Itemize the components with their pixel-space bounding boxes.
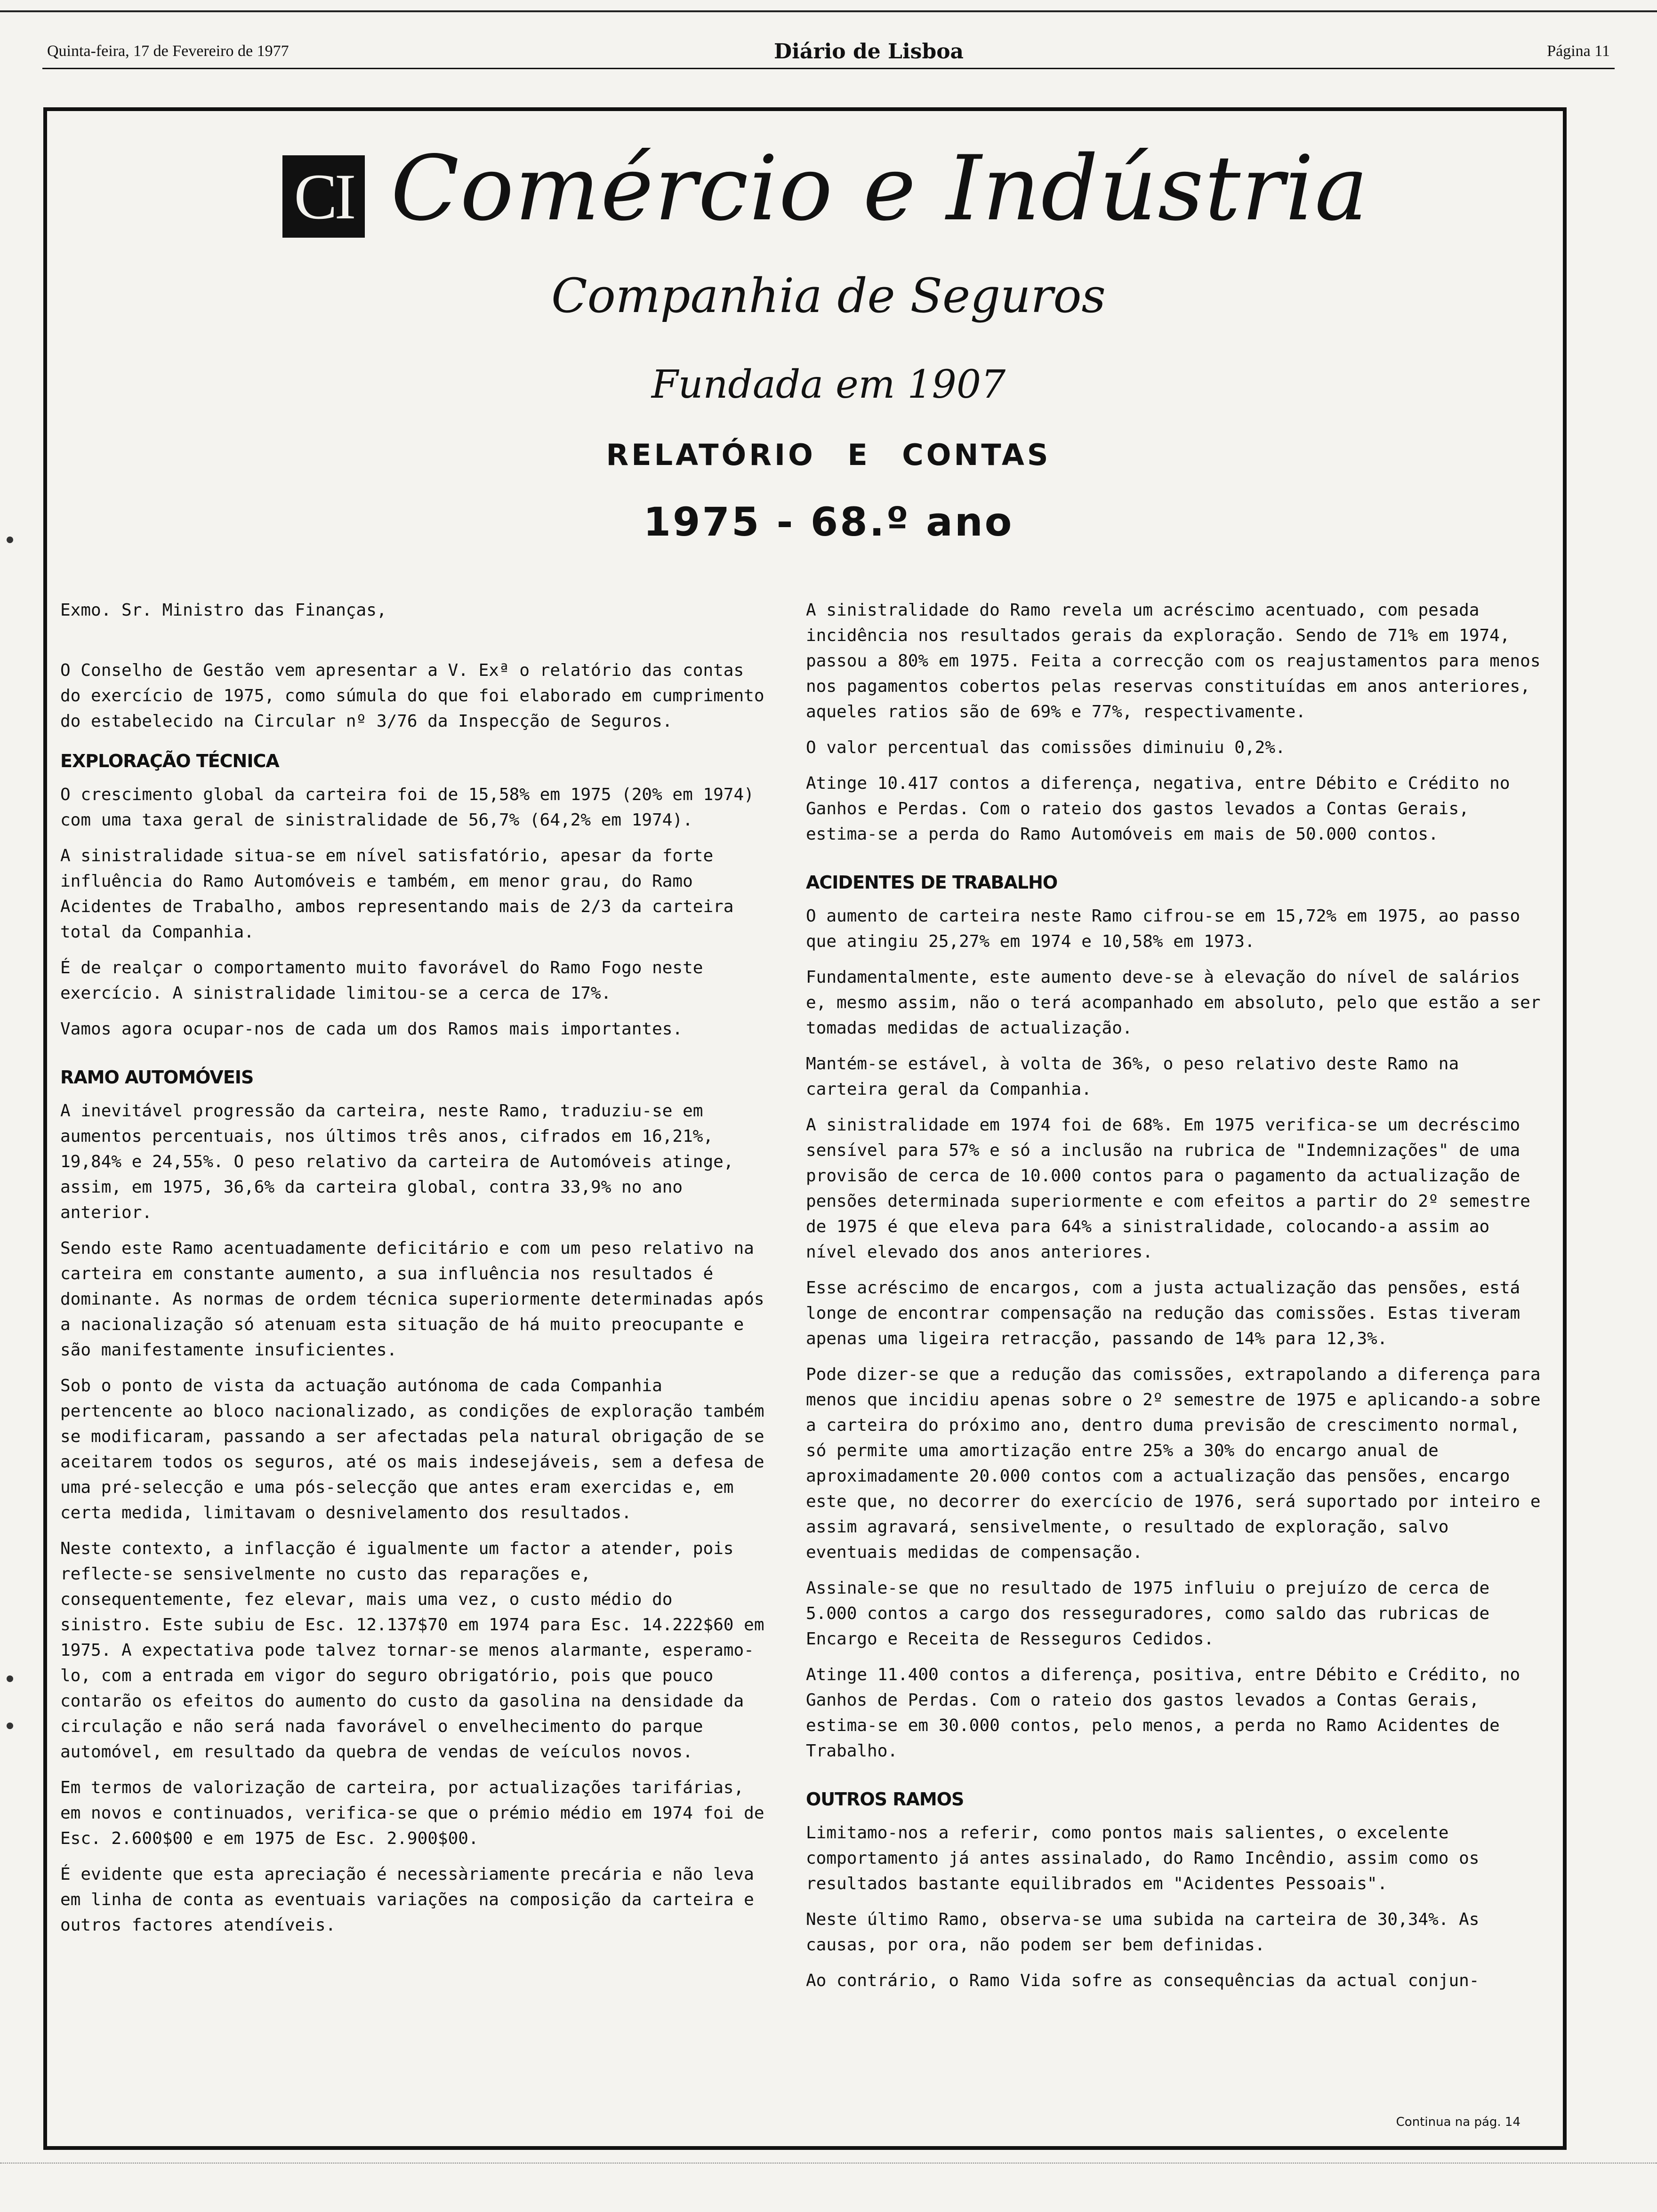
paragraph: O aumento de carteira neste Ramo cifrou-se em 15,72% em 1975, ao passo que atingiu 25,27% em 1974 e 10,58% em 1973. [806, 906, 1520, 951]
bottom-print-noise [0, 2163, 1657, 2178]
report-heading: RELATÓRIO E CONTAS [606, 438, 1051, 472]
newspaper-masthead [42, 39, 1615, 76]
paragraph: Fundamentalmente, este aumento deve-se à elevação do nível de salários e, mesmo assim, não o terá acompanhado em absoluto, pelo que estão a ser tomadas medidas de actualização. [806, 968, 1541, 1038]
paragraph: Sob o ponto de vista da actuação autónoma de cada Companhia pertencente ao bloco nacionalizado, as condições de exploração também se modificaram, passando a ser afectadas pela natural obrigação de se aceitarem todos os seguros, até os mais indesejáveis, sem a defesa de uma pré-selecção e uma pós-selecção que antes eram exercidas e, em certa medida, limitavam o desnivelamento dos resultados. [60, 1376, 764, 1523]
right-column [806, 598, 1545, 2004]
page-number: Página 11 [1547, 42, 1610, 60]
top-rule [0, 10, 1657, 12]
issue-date: Quinta-feira, 17 de Fevereiro de 1977 [47, 42, 289, 60]
section-heading-acidentes: ACIDENTES DE TRABALHO [806, 872, 1058, 893]
paragraph: O Conselho de Gestão vem apresentar a V. Exª o relatório das contas do exercício de 1975, como súmula do que foi elaborado em cumprimento do estabelecido na Circular nº 3/76 da Inspecção de Seguros. [60, 661, 764, 731]
masthead-rule [42, 68, 1615, 69]
paragraph: O crescimento global da carteira foi de 15,58% em 1975 (20% em 1974) com uma taxa geral de sinistralidade de 56,7% (64,2% em 1974). [60, 785, 754, 830]
paragraph: É evidente que esta apreciação é necessàriamente precária e não leva em linha de conta as eventuais variações na composição da carteira e outros factores atendíveis. [60, 1865, 754, 1935]
section-heading-outros: OUTROS RAMOS [806, 1789, 964, 1810]
salutation: Exmo. Sr. Ministro das Finanças, [60, 601, 387, 620]
paragraph: Mantém-se estável, à volta de 36%, o peso relativo deste Ramo na carteira geral da Companhia. [806, 1054, 1459, 1099]
margin-mark [7, 1675, 13, 1682]
paragraph: Limitamo-nos a referir, como pontos mais salientes, o excelente comportamento já antes assinalado, do Ramo Incêndio, assim como os resultados bastante equilibrados em "Acidentes Pessoais". [806, 1823, 1480, 1893]
company-logo: CI [282, 155, 365, 238]
company-name: Comércio e Indústria [391, 136, 1369, 240]
paragraph: A inevitável progressão da carteira, neste Ramo, traduziu-se em aumentos percentuais, nos últimos três anos, cifrados em 16,21%, 19,84% e 24,55%. O peso relativo da carteira de Automóveis atinge, assim, em 1975, 36,6% da carteira global, contra 33,9% no ano anterior. [60, 1101, 734, 1222]
paragraph: Em termos de valorização de carteira, por actualizações tarifárias, em novos e continuados, verifica-se que o prémio médio em 1974 foi de Esc. 2.600$00 e em 1975 de Esc. 2.900$00. [60, 1778, 764, 1848]
paragraph: Neste contexto, a inflacção é igualmente um factor a atender, pois reflecte-se sensivelmente no custo das reparações e, consequentemente, fez elevar, mais uma vez, o custo médio do sinistro. Este subiu de Esc. 12.137$70 em 1974 para Esc. 14.222$60 em 1975. A expectativa pode talvez tornar-se menos alarmante, esperamo-lo, com a entrada em vigor do seguro obrigatório, pois que pouco contarão os efeitos do aumento do custo da gasolina na densidade da circulação e não será nada favorável o envelhecimento do parque automóvel, em resultado da quebra de vendas de veículos novos. [60, 1539, 764, 1762]
margin-mark [7, 537, 13, 543]
paragraph: A sinistralidade situa-se em nível satisfatório, apesar da forte influência do Ramo Automóveis e também, em menor grau, do Ramo Acidentes de Trabalho, ambos representando mais de 2/3 da carteira total da Companhia. [60, 846, 734, 942]
paragraph: Neste último Ramo, observa-se uma subida na carteira de 30,34%. As causas, por ora, não podem ser bem definidas. [806, 1910, 1480, 1955]
paragraph: Atinge 11.400 contos a diferença, positiva, entre Débito e Crédito, no Ganhos de Perdas. Com o rateio dos gastos levados a Contas Gerais, estima-se em 30.000 contos, pelo menos, a perda no Ramo Acidentes de Trabalho. [806, 1665, 1520, 1761]
paragraph: Vamos agora ocupar-nos de cada um dos Ramos mais importantes. [60, 1019, 683, 1039]
paragraph: Esse acréscimo de encargos, com a justa actualização das pensões, está longe de encontrar compensação na redução das comissões. Estas tiveram apenas uma ligeira retracção, passando de 14% para 12,3%. [806, 1278, 1520, 1348]
section-heading-automoveis: RAMO AUTOMÓVEIS [60, 1067, 254, 1088]
margin-mark [7, 1723, 13, 1729]
continued-note: Continua na pág. 14 [1396, 2115, 1520, 2129]
paragraph: Pode dizer-se que a redução das comissões, extrapolando a diferença para menos que incidiu apenas sobre o 2º semestre de 1975 e aplicando-a sobre a carteira do próximo ano, dentro duma previsão de crescimento normal, só permite uma amortização entre 25% a 30% do encargo anual de aproximadamente 20.000 contos com a actualização das pensões, encargo este que, no decorrer do exercício de 1976, será suportado por inteiro e assim agravará, sensivelmente, o resultado de exploração, salvo eventuais medidas de compensação. [806, 1365, 1541, 1562]
paragraph: É de realçar o comportamento muito favorável do Ramo Fogo neste exercício. A sinistralidade limitou-se a cerca de 17%. [60, 958, 703, 1003]
paragraph: A sinistralidade em 1974 foi de 68%. Em 1975 verifica-se um decréscimo sensível para 57% e só a inclusão na rubrica de "Indemnizações" de uma provisão de cerca de 10.000 contos para o pagamento da actualização de pensões determinada superiormente e com efeitos a partir do 2º semestre de 1975 é que eleva para 64% a sinistralidade, colocando-a assim ao nível elevado dos anos anteriores. [806, 1115, 1530, 1262]
paragraph: Atinge 10.417 contos a diferença, negativa, entre Débito e Crédito no Ganhos e Perdas. Com o rateio dos gastos levados a Contas Gerais, estima-se a perda do Ramo Automóveis em mais de 50.000 contos. [806, 774, 1510, 844]
paragraph: Ao contrário, o Ramo Vida sofre as consequências da actual conjun- [806, 1971, 1480, 1990]
paragraph: A sinistralidade do Ramo revela um acréscimo acentuado, com pesada incidência nos resultados gerais da exploração. Sendo de 71% em 1974, passou a 80% em 1975. Feita a correcção com os reajustamentos para menos nos pagamentos cobertos pelas reservas constituídas em anos anteriores, aqueles ratios são de 69% e 77%, respectivamente. [806, 601, 1541, 721]
paragraph: Sendo este Ramo acentuadamente deficitário e com um peso relativo na carteira em constante aumento, a sua influência nos resultados é dominante. As normas de ordem técnica superiormente determinadas após a nacionalização só atenuam esta situação de há muito preocupante e são manifestamente insuficientes. [60, 1239, 764, 1360]
newspaper-name: Diário de Lisboa [767, 40, 970, 64]
report-year: 1975 - 68.º ano [643, 499, 1014, 545]
paragraph: O valor percentual das comissões diminuiu 0,2%. [806, 738, 1286, 757]
company-subtitle: Companhia de Seguros [551, 268, 1106, 323]
left-column [60, 598, 771, 1948]
founded-line: Fundada em 1907 [651, 362, 1006, 407]
section-heading-exploracao: EXPLORAÇÃO TÉCNICA [60, 751, 279, 771]
paragraph: Assinale-se que no resultado de 1975 influiu o prejuízo de cerca de 5.000 contos a cargo dos resseguradores, como saldo das rubricas de Encargo e Receita de Resseguros Cedidos. [806, 1579, 1490, 1649]
